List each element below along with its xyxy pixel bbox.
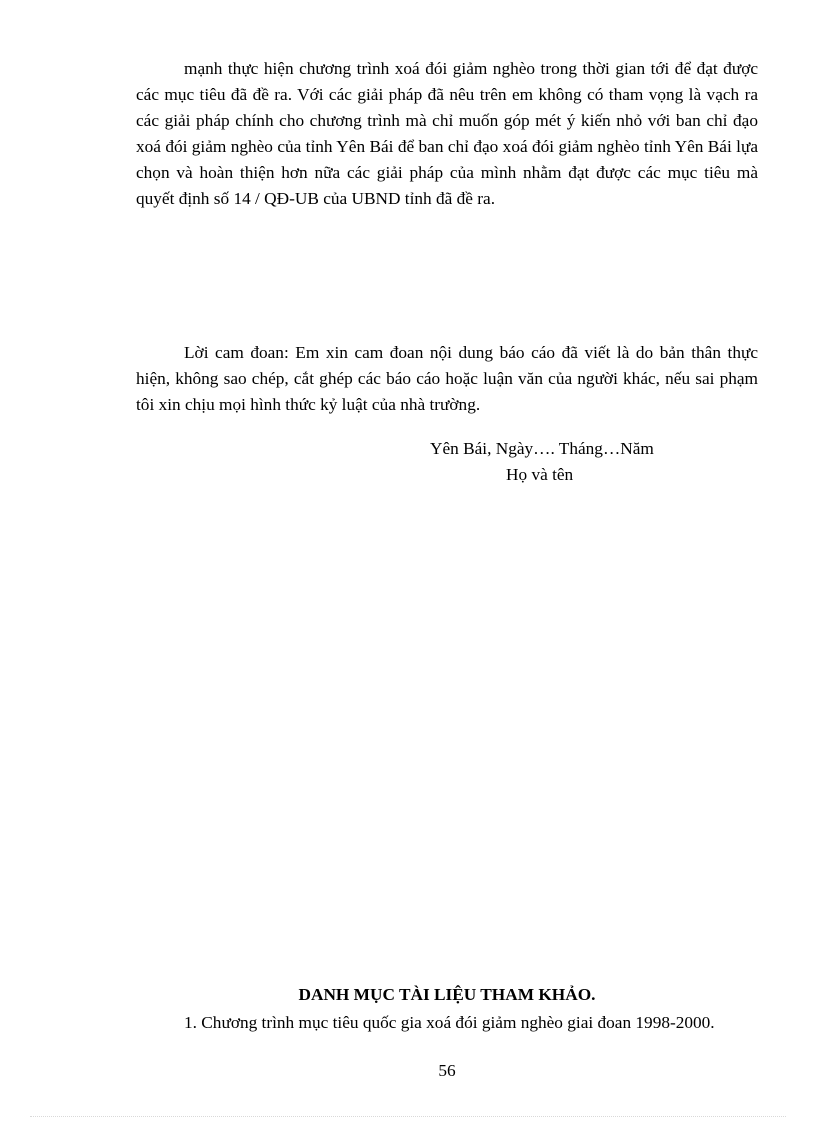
pledge-paragraph: Lời cam đoan: Em xin cam đoan nội dung báo cáo đã viết là do bản thân thực hiện, không sao chép, cắt ghép các báo cáo hoặc luận văn của người khác, nếu sai phạm tôi xin chịu mọi hình thức kỷ luật của nhà trường. <box>136 343 758 414</box>
conclusion-paragraph: mạnh thực hiện chương trình xoá đói giảm nghèo trong thời gian tới để đạt được các mục tiêu đã đề ra. Với các giải pháp đã nêu trên em không có tham vọng là vạch ra các giải pháp chính cho chương trình mà chỉ muốn góp mét ý kiến nhỏ với ban chỉ đạo xoá đói giảm nghèo của tỉnh Yên Bái để ban chỉ đạo xoá đói giảm nghèo tỉnh Yên Bái lựa chọn và hoàn thiện hơn nữa các giải pháp của mình nhằm đạt được các mục tiêu mà quyết định số 14 / QĐ-UB của UBND tỉnh đã đề ra. <box>136 59 758 208</box>
signature-name-label: Họ và tên <box>506 465 574 484</box>
page-bottom-border <box>30 1116 786 1117</box>
references-title: DANH MỤC TÀI LIỆU THAM KHẢO. <box>298 985 596 1004</box>
page-number: 56 <box>438 1061 456 1080</box>
signature-place-date: Yên Bái, Ngày…. Tháng…Năm <box>430 439 654 458</box>
reference-item: 1. Chương trình mục tiêu quốc gia xoá đói giảm nghèo giai đoan 1998-2000. <box>184 1013 715 1032</box>
